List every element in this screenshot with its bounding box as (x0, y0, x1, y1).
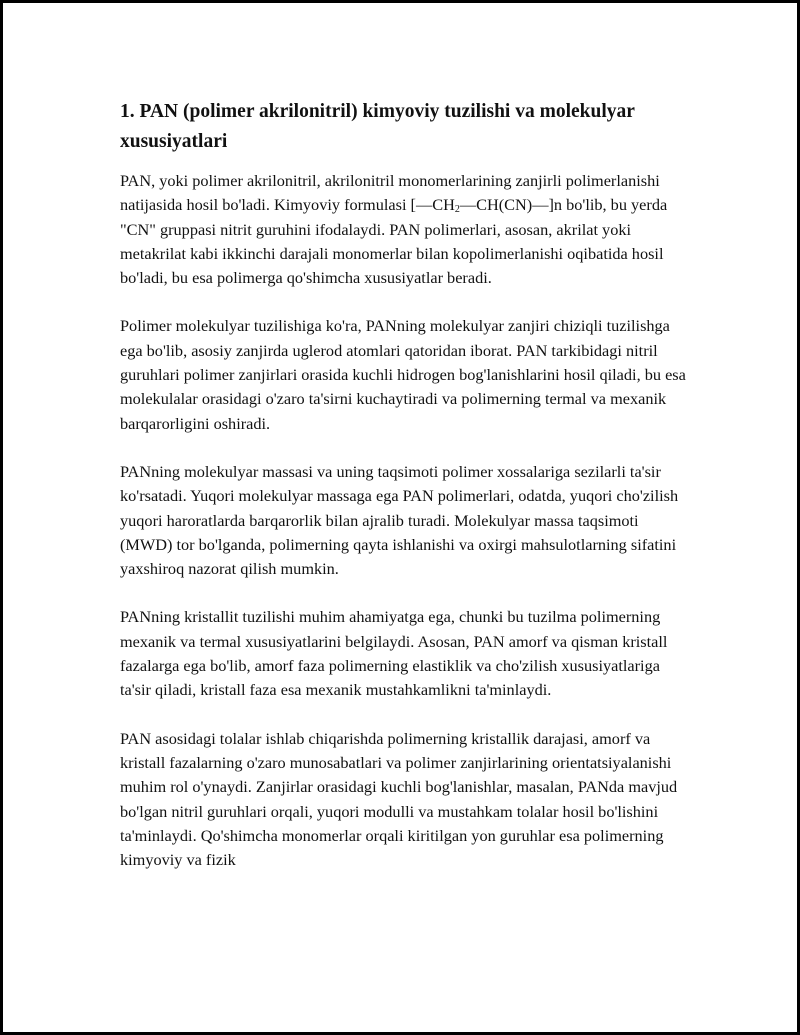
paragraph-5: PAN asosidagi tolalar ishlab chiqarishda polimerning kristallik darajasi, amorf va kristall fazalarning o'zaro munosabatlari va polimer zanjirlarining orientatsiyalanishi muhim rol o'ynaydi. Zanjirlar orasidagi kuchli bog'lanishlar, masalan, PANda mavjud bo'lgan nitril guruhlari orqali, yuqori modulli va mustahkam tolalar hosil bo'lishini ta'minlaydi. Qo'shimcha monomerlar orqali kiritilgan yon guruhlar esa polimerning kimyoviy va fizik (120, 728, 678, 870)
paragraph-4: PANning kristallit tuzilishi muhim ahamiyatga ega, chunki bu tuzilma polimerning mexanik va termal xususiyatlarini belgilaydi. Asosan, PAN amorf va qisman kristall fazalarga ega bo'lib, amorf faza polimerning elastiklik va cho'zilish xususiyatlariga ta'sir qiladi, kristall faza esa mexanik mustahkamlikni ta'minlaydi. (120, 607, 668, 700)
document-body (120, 97, 692, 896)
paragraph-1-text-a: PAN, yoki polimer akrilonitril, akrilonitril monomerlarining zanjirli polimerlanishi natijasida hosil bo'ladi. Kimyoviy formulasi [—CH (120, 171, 660, 215)
subscript-2: 2 (454, 204, 460, 216)
section-heading: 1. PAN (polimer akrilonitril) kimyoviy tuzilishi va molekulyar xususiyatlari (120, 101, 635, 152)
paragraph-1-text-b: —CH(CN)—]n bo'lib, bu yerda "CN" gruppasi nitrit guruhini ifodalaydi. PAN polimerlari, asosan, akrilat yoki metakrilat kabi ikkinchi darajali monomerlar bilan kopolimerlanishi oqibatida hosil bo'ladi, bu esa polimerga qo'shimcha xususiyatlar beradi. (120, 195, 668, 288)
paragraph-2: Polimer molekulyar tuzilishiga ko'ra, PANning molekulyar zanjiri chiziqli tuzilishga ega bo'lib, asosiy zanjirda uglerod atomlari qatoridan iborat. PAN tarkibidagi nitril guruhlari polimer zanjirlari orasida kuchli hidrogen bog'lanishlarini hosil qiladi, bu esa molekulalar orasidagi o'zaro ta'sirni kuchaytiradi va polimerning termal va mexanik barqarorligini oshiradi. (120, 316, 686, 433)
paragraph-1 (120, 169, 692, 290)
paragraph-3: PANning molekulyar massasi va uning taqsimoti polimer xossalariga sezilarli ta'sir ko'rsatadi. Yuqori molekulyar massaga ega PAN polimerlari, odatda, yuqori cho'zilish yuqori haroratlarda barqarorlik bilan ajralib turadi. Molekulyar massa taqsimoti (MWD) tor bo'lganda, polimerning qayta ishlanishi va oxirgi mahsulotlarning sifatini yaxshiroq nazorat qilish mumkin. (120, 461, 679, 579)
